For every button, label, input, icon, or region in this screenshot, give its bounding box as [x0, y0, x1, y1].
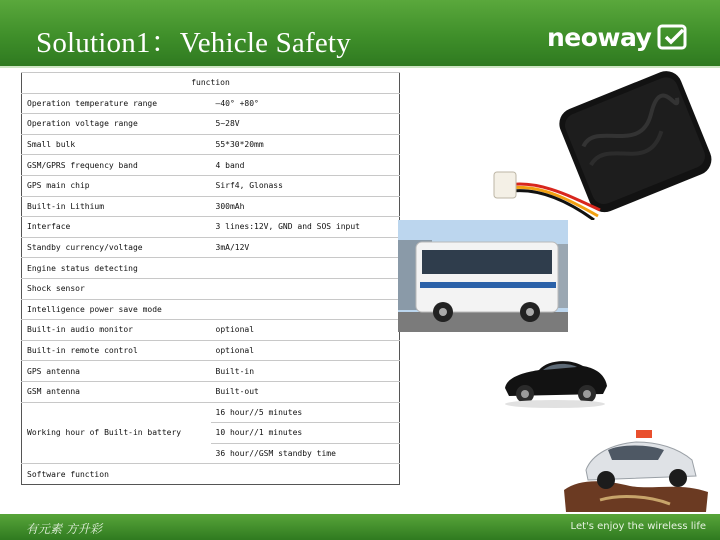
header-bar	[0, 0, 720, 68]
spec-table	[21, 72, 400, 485]
battery-label: Working hour of Built-in battery	[22, 402, 211, 464]
software-label: Software function	[22, 464, 400, 485]
sports-car-image	[497, 342, 613, 412]
table-row	[22, 217, 400, 238]
logo-mark-icon	[657, 24, 687, 50]
row-value: optional	[211, 320, 400, 341]
row-value: 300mAh	[211, 196, 400, 217]
table-row	[22, 320, 400, 341]
row-label: Operation voltage range	[22, 114, 211, 135]
row-value: 3mA/12V	[211, 237, 400, 258]
row-label: Built-in remote control	[22, 340, 211, 361]
table-row	[22, 361, 400, 382]
row-value	[211, 299, 400, 320]
table-row	[22, 114, 400, 135]
row-value: Built-out	[211, 381, 400, 402]
row-label: GSM antenna	[22, 381, 211, 402]
battery-value: 10 hour//1 minutes	[211, 423, 400, 444]
footer-bar	[0, 514, 720, 540]
logo-text: neoway	[547, 22, 652, 52]
table-row	[22, 381, 400, 402]
row-value: 3 lines:12V, GND and SOS input	[211, 217, 400, 238]
row-label: Standby currency/voltage	[22, 237, 211, 258]
row-label: Small bulk	[22, 134, 211, 155]
table-row	[22, 155, 400, 176]
table-row	[22, 175, 400, 196]
row-label: Interface	[22, 217, 211, 238]
table-row	[22, 93, 400, 114]
taxi-image	[560, 420, 710, 512]
row-label: Built-in Lithium	[22, 196, 211, 217]
table-row	[22, 402, 400, 423]
row-label: Intelligence power save mode	[22, 299, 211, 320]
row-value: Built-in	[211, 361, 400, 382]
table-heading: function	[22, 73, 400, 94]
row-value: —40° +80°	[211, 93, 400, 114]
footer-left-text: 有元素 方升彩	[26, 522, 102, 536]
table-row	[22, 464, 400, 485]
table-row	[22, 340, 400, 361]
table-row	[22, 134, 400, 155]
footer-slogan: Let's enjoy the wireless life	[570, 521, 706, 532]
table-row	[22, 278, 400, 299]
row-value: 4 band	[211, 155, 400, 176]
table-header-row	[22, 73, 400, 94]
table-row	[22, 258, 400, 279]
table-row	[22, 237, 400, 258]
table-row	[22, 196, 400, 217]
row-value	[211, 258, 400, 279]
bus-image	[398, 220, 568, 332]
row-label: Engine status detecting	[22, 258, 211, 279]
table-row	[22, 299, 400, 320]
row-label: Shock sensor	[22, 278, 211, 299]
gps-tracker-image	[488, 70, 720, 220]
row-value: 5~28V	[211, 114, 400, 135]
battery-value: 16 hour//5 minutes	[211, 402, 400, 423]
row-label: Built-in audio monitor	[22, 320, 211, 341]
row-label: GPS antenna	[22, 361, 211, 382]
neoway-logo	[547, 22, 687, 52]
row-label: GSM/GPRS frequency band	[22, 155, 211, 176]
row-label: GPS main chip	[22, 175, 211, 196]
battery-value: 36 hour//GSM standby time	[211, 443, 400, 464]
row-label: Operation temperature range	[22, 93, 211, 114]
row-value: 55*30*20mm	[211, 134, 400, 155]
row-value	[211, 278, 400, 299]
page-title: Solution1：Vehicle Safety	[36, 27, 351, 59]
row-value: optional	[211, 340, 400, 361]
row-value: Sirf4, Glonass	[211, 175, 400, 196]
